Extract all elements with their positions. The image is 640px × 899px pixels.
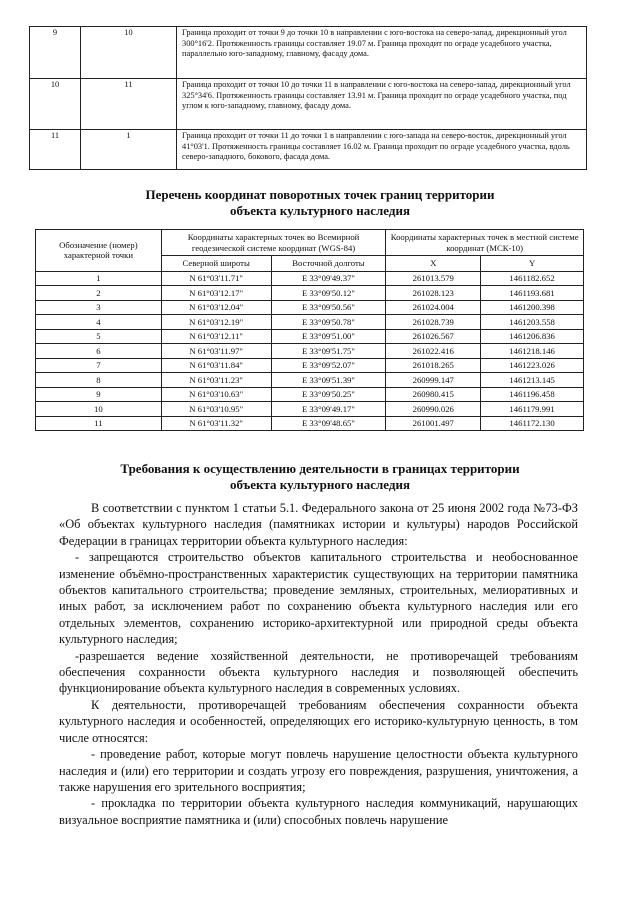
latitude: N 61°03'11.71" — [161, 271, 271, 286]
latitude: N 61°03'12.04" — [161, 300, 271, 315]
coord-y: 1461203.558 — [481, 315, 584, 330]
latitude: N 61°03'11.32" — [161, 416, 271, 431]
coord-x: 261028.123 — [386, 286, 481, 301]
coords-title-line1: Перечень координат поворотных точек границ территории — [145, 187, 495, 202]
paragraph: - прокладка по территории объекта культурного наследия коммуникаций, нарушающих визуальное восприятие памятника и (или) способных повлечь нарушение — [59, 796, 578, 827]
latitude: N 61°03'11.84" — [161, 358, 271, 373]
longitude: E 33°09'50.12" — [271, 286, 386, 301]
requirements-title — [0, 461, 640, 493]
coord-y: 1461218.146 — [481, 344, 584, 359]
paragraph: - запрещаются строительство объектов капитального строительства и необоснованное изменение объёмно-пространственных характеристик существующих на территории памятника объектов капитального строительства; проведение земляных, строительных, мелиоративных и иных работ, за исключением работ по сохранению объекта культурного наследия или его отдельных элементов, сохранению историко-архитектурной или природной среды объекта культурного наследия; — [59, 550, 578, 647]
boundary-to: 10 — [81, 27, 177, 79]
point-number: 7 — [36, 358, 162, 373]
coord-y: 1461200.398 — [481, 300, 584, 315]
longitude: E 33°09'51.75" — [271, 344, 386, 359]
point-number: 10 — [36, 402, 162, 417]
point-number: 3 — [36, 300, 162, 315]
table-row — [36, 286, 584, 301]
longitude: E 33°09'51.00" — [271, 329, 386, 344]
boundary-description: Граница проходит от точки 10 до точки 11 в направлении с юго-востока на северо-запад, дирекционный угол 325°34'6. Протяженность границы составляет 13.91 м. Граница проходит по ограде усадебного участка, под углом к юго-западному, главному, фасаду дома. — [177, 79, 587, 130]
table-row — [36, 358, 584, 373]
boundary-from: 10 — [30, 79, 81, 130]
point-number: 8 — [36, 373, 162, 388]
coord-y: 1461182.652 — [481, 271, 584, 286]
point-number: 1 — [36, 271, 162, 286]
longitude: E 33°09'49.37" — [271, 271, 386, 286]
requirements-title-line1: Требования к осуществлению деятельности в границах территории — [120, 461, 520, 476]
paragraph: В соответствии с пунктом 1 статьи 5.1. Федерального закона от 25 июня 2002 года №73-ФЗ «Об объектах культурного наследия (памятниках истории и культуры) народов Российской Федерации в границах территории объекта культурного наследия: — [59, 501, 578, 548]
table-row — [36, 402, 584, 417]
boundary-to: 11 — [81, 79, 177, 130]
coord-x: 261024.004 — [386, 300, 481, 315]
latitude: N 61°03'12.19" — [161, 315, 271, 330]
coords-title-line2: объекта культурного наследия — [230, 203, 410, 218]
table-row — [36, 271, 584, 286]
coord-x: 261028.739 — [386, 315, 481, 330]
latitude: N 61°03'12.17" — [161, 286, 271, 301]
longitude: E 33°09'48.65" — [271, 416, 386, 431]
coord-x: 261022.416 — [386, 344, 481, 359]
paragraph: К деятельности, противоречащей требованиям обеспечения сохранности объекта культурного наследия и особенностей, определяющих его историко-культурную ценность, в том числе относятся: — [59, 697, 578, 745]
boundary-description: Граница проходит от точки 11 до точки 1 в направлении с юго-запада на северо-восток, дирекционный угол 41°03'1. Протяженность границы составляет 16.02 м. Граница проходит по ограде усадебного участка, вдоль северо-западного, бокового, фасада дома. — [177, 130, 587, 170]
point-number: 11 — [36, 416, 162, 431]
boundary-table — [29, 26, 587, 170]
coord-x: 260980.415 — [386, 387, 481, 402]
boundary-from: 11 — [30, 130, 81, 170]
latitude: N 61°03'11.97" — [161, 344, 271, 359]
coordinates-table — [35, 229, 584, 431]
table-row — [36, 329, 584, 344]
point-number: 2 — [36, 286, 162, 301]
paragraph: - проведение работ, которые могут повлечь нарушение целостности объекта культурного наследия и (или) его территории и создать угрозу его повреждения, разрушения, уничтожения, а также нарушения его зрительного восприятия; — [59, 747, 578, 794]
table-row — [30, 27, 587, 79]
boundary-to: 1 — [81, 130, 177, 170]
coord-x: 260999.147 — [386, 373, 481, 388]
table-row — [36, 300, 584, 315]
coord-x: 261013.579 — [386, 271, 481, 286]
coord-x: 261026.567 — [386, 329, 481, 344]
table-header-row — [36, 230, 584, 256]
header-lat: Северной широты — [161, 256, 271, 272]
coord-x: 261001.497 — [386, 416, 481, 431]
table-row — [36, 387, 584, 402]
paragraph: -разрешается ведение хозяйственной деятельности, не противоречащей требованиям обеспечения сохранности объекта культурного наследия и позволяющей обеспечить функционирование объекта культурного наследия в современных условиях. — [59, 648, 578, 696]
point-number: 6 — [36, 344, 162, 359]
header-wgs: Координаты характерных точек во Всемирной геодезической системе координат (WGS-84) — [161, 230, 386, 256]
table-row — [36, 416, 584, 431]
latitude: N 61°03'10.63" — [161, 387, 271, 402]
longitude: E 33°09'50.78" — [271, 315, 386, 330]
body-text — [59, 500, 578, 828]
coord-y: 1461172.130 — [481, 416, 584, 431]
table-row — [36, 315, 584, 330]
table-row — [30, 79, 587, 130]
header-x: X — [386, 256, 481, 272]
table-row — [30, 130, 587, 170]
longitude: E 33°09'52.07" — [271, 358, 386, 373]
longitude: E 33°09'51.39" — [271, 373, 386, 388]
longitude: E 33°09'50.25" — [271, 387, 386, 402]
coords-title — [0, 187, 640, 219]
coord-y: 1461179.991 — [481, 402, 584, 417]
coord-y: 1461223.026 — [481, 358, 584, 373]
header-msk: Координаты характерных точек в местной системе координат (МСК-10) — [386, 230, 584, 256]
coord-x: 260990.026 — [386, 402, 481, 417]
boundary-description: Граница проходит от точки 9 до точки 10 в направлении с юго-востока на северо-запад, дирекционный угол 300°16'2. Протяженность границы составляет 19.07 м. Граница проходит по ограде усадебного участка, параллельно юго-западному, главному, фасаду дома. — [177, 27, 587, 79]
point-number: 9 — [36, 387, 162, 402]
header-point: Обозначение (номер) характерной точки — [36, 230, 162, 272]
coordinates-body — [36, 271, 584, 431]
latitude: N 61°03'10.95" — [161, 402, 271, 417]
longitude: E 33°09'49.17" — [271, 402, 386, 417]
point-number: 5 — [36, 329, 162, 344]
header-y: Y — [481, 256, 584, 272]
table-row — [36, 344, 584, 359]
table-row — [36, 373, 584, 388]
requirements-title-line2: объекта культурного наследия — [230, 477, 410, 492]
longitude: E 33°09'50.56" — [271, 300, 386, 315]
boundary-from: 9 — [30, 27, 81, 79]
latitude: N 61°03'11.23" — [161, 373, 271, 388]
coord-x: 261018.265 — [386, 358, 481, 373]
coord-y: 1461206.836 — [481, 329, 584, 344]
coord-y: 1461196.458 — [481, 387, 584, 402]
point-number: 4 — [36, 315, 162, 330]
coord-y: 1461193.681 — [481, 286, 584, 301]
latitude: N 61°03'12.11" — [161, 329, 271, 344]
coord-y: 1461213.145 — [481, 373, 584, 388]
header-lon: Восточной долготы — [271, 256, 386, 272]
